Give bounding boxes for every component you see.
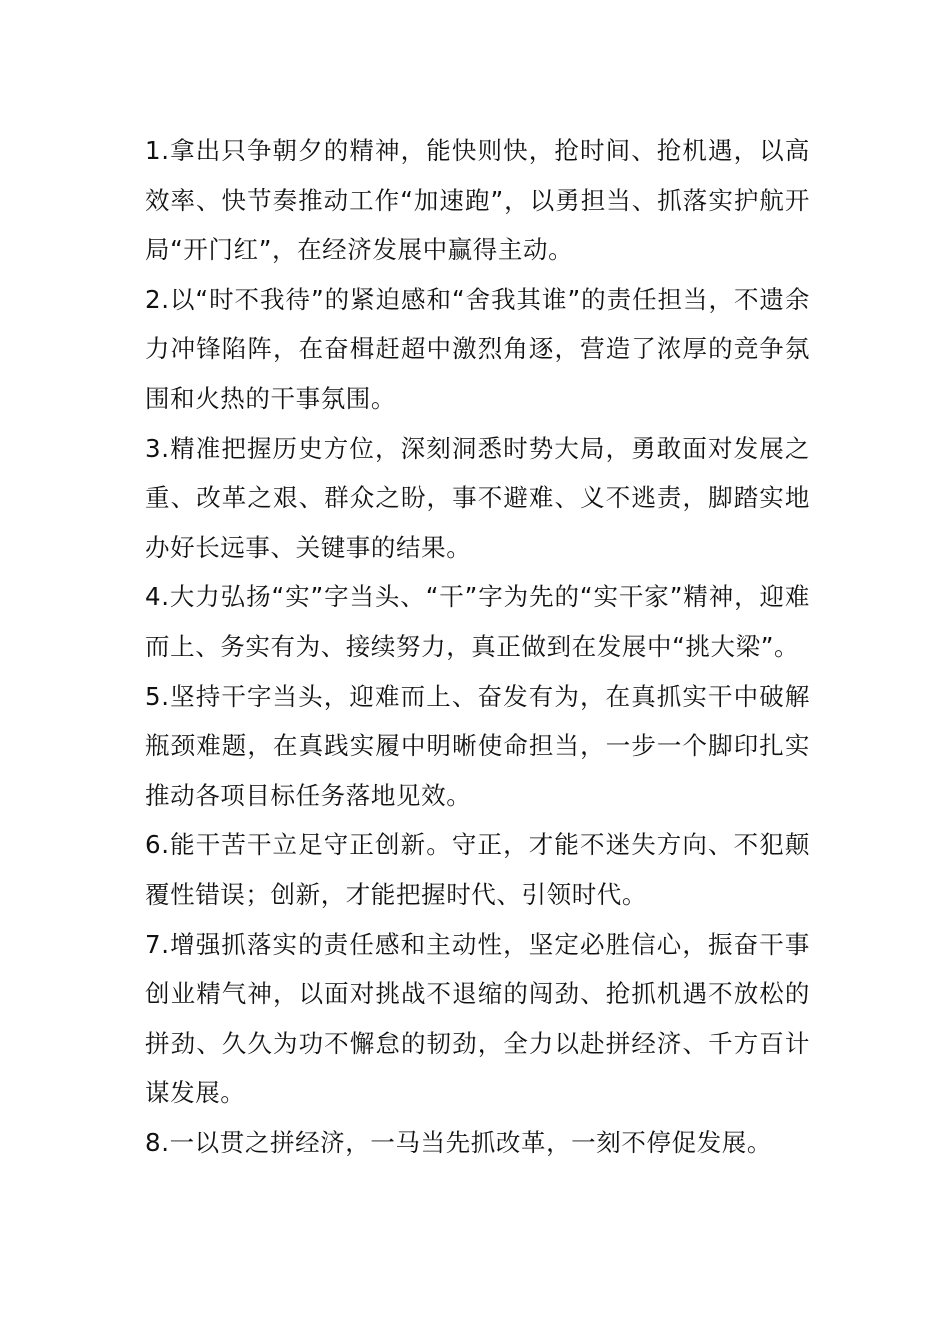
paragraph-7: 7.增强抓落实的责任感和主动性，坚定必胜信心，振奋干事创业精气神，以面对挑战不退缩的闯劲、抢抓机遇不放松的拼劲、久久为功不懈怠的韧劲，全力以赴拼经济、千方百计谋发展。 <box>145 929 810 1108</box>
paragraph-6: 6.能干苦干立足守正创新。守正，才能不迷失方向、不犯颠覆性错误；创新，才能把握时代、引领时代。 <box>145 830 810 909</box>
document-body <box>145 126 810 1167</box>
paragraph-5: 5.坚持干字当头，迎难而上、奋发有为，在真抓实干中破解瓶颈难题，在真践实履中明晰使命担当，一步一个脚印扎实推动各项目标任务落地见效。 <box>145 681 810 810</box>
paragraph-4: 4.大力弘扬“实”字当头、“干”字为先的“实干家”精神，迎难而上、务实有为、接续努力，真正做到在发展中“挑大梁”。 <box>145 582 810 661</box>
paragraph-8: 8.一以贯之拼经济，一马当先抓改革，一刻不停促发展。 <box>145 1127 772 1157</box>
paragraph-3: 3.精准把握历史方位，深刻洞悉时势大局，勇敢面对发展之重、改革之艰、群众之盼，事不避难、义不逃责，脚踏实地办好长远事、关键事的结果。 <box>145 433 810 562</box>
paragraph-1: 1.拿出只争朝夕的精神，能快则快，抢时间、抢机遇，以高效率、快节奏推动工作“加速跑”，以勇担当、抓落实护航开局“开门红”，在经济发展中赢得主动。 <box>145 136 810 265</box>
paragraph-2: 2.以“时不我待”的紧迫感和“舍我其谁”的责任担当，不遗余力冲锋陷阵，在奋楫赶超中激烈角逐，营造了浓厚的竞争氛围和火热的干事氛围。 <box>145 284 810 413</box>
